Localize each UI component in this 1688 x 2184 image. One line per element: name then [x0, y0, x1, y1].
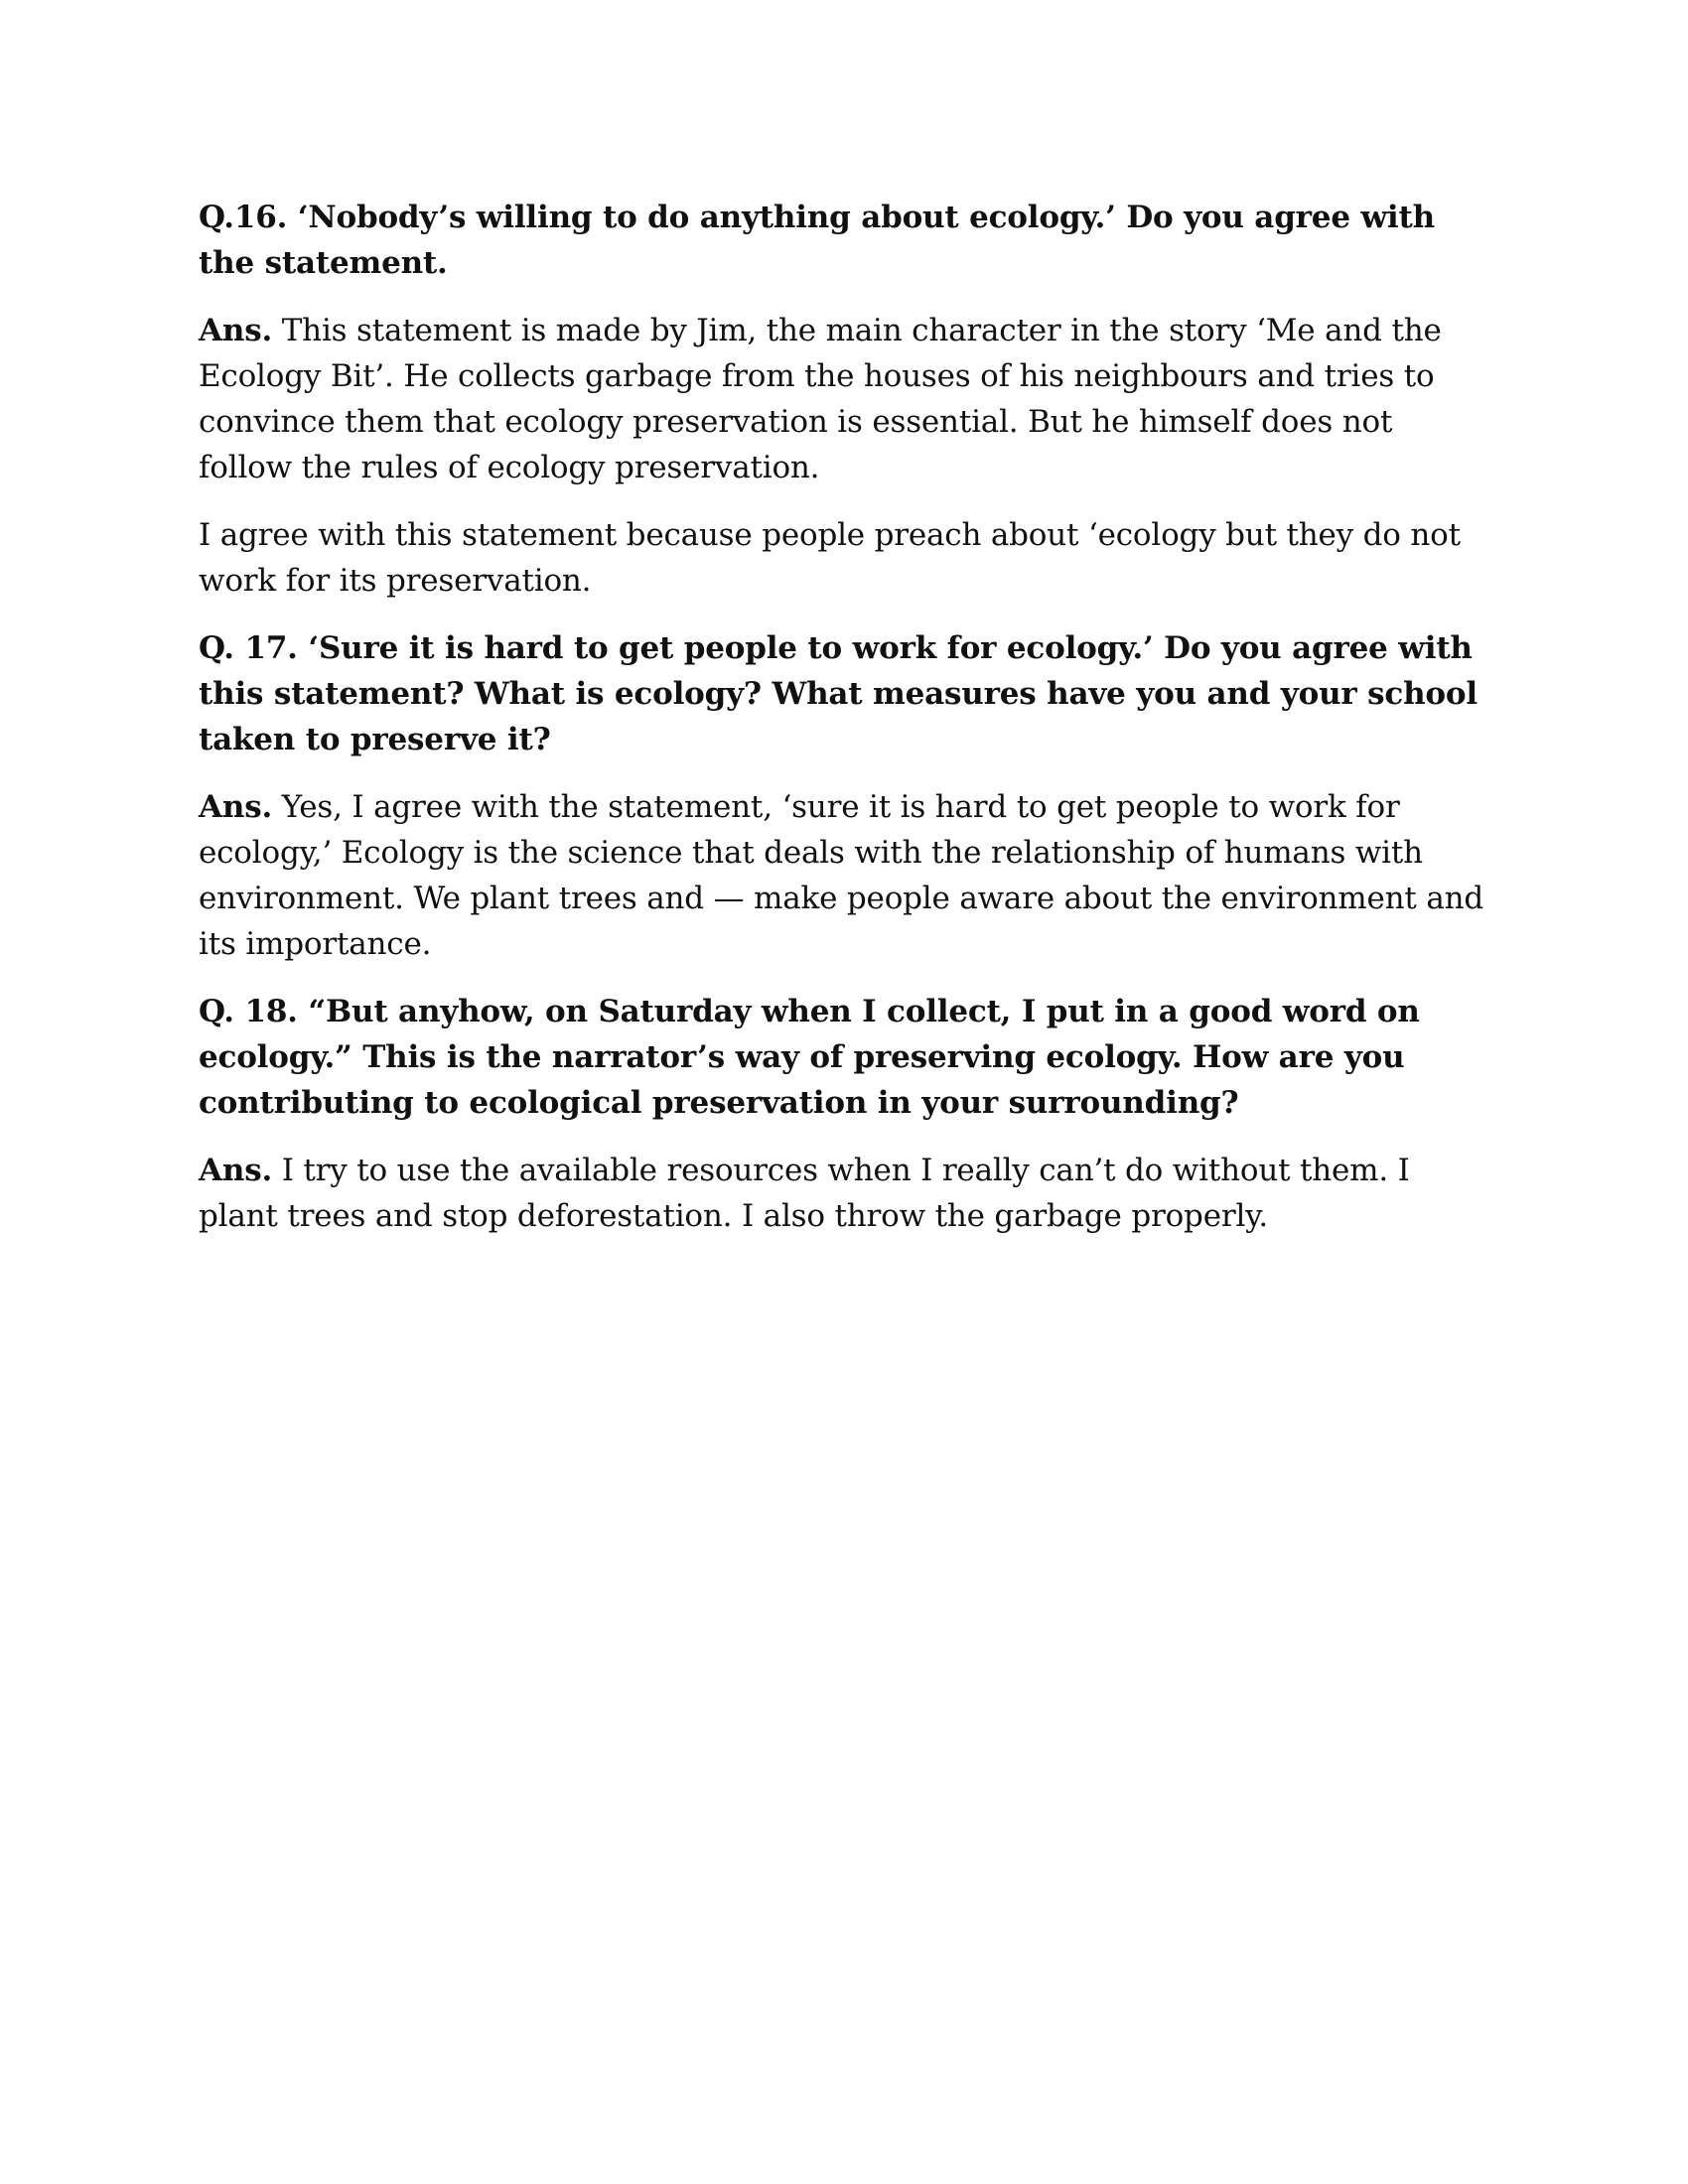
question-16: Q.16. ‘Nobody’s willing to do anything about ecology.’ Do you agree with the statement.	[199, 200, 1435, 281]
answer-16-paragraph-1	[199, 308, 1489, 490]
answer-text: This statement is made by Jim, the main character in the story ‘Me and the Ecology Bit’. He collects garbage from the houses of his neighbours and tries to convince them that ecology preservation is essential. But he himself does not follow the rules of ecology preservation.	[199, 313, 1442, 485]
answer-label: Ans.	[199, 1153, 273, 1188]
answer-text: Yes, I agree with the statement, ‘sure it is hard to get people to work for ecology,’ Ecology is the science that deals with the relationship of humans with environment. We plant trees and — make people aware about the environment and its importance.	[199, 789, 1484, 962]
answer-label: Ans.	[199, 313, 273, 348]
question-18: Q. 18. “But anyhow, on Saturday when I collect, I put in a good word on ecology.” This is the narrator’s way of preserving ecology. How are you contributing to ecological preservation in your surrounding?	[199, 994, 1420, 1121]
answer-17-paragraph-1	[199, 784, 1489, 967]
question-17: Q. 17. ‘Sure it is hard to get people to work for ecology.’ Do you agree with this statement? What is ecology? What measures have you and your school taken to preserve it?	[199, 630, 1477, 757]
answer-16-paragraph-2: I agree with this statement because people preach about ‘ecology but they do not work for its preservation.	[199, 517, 1461, 599]
answer-text: I try to use the available resources when I really can’t do without them. I plant trees and stop deforestation. I also throw the garbage properly.	[199, 1153, 1410, 1234]
answer-label: Ans.	[199, 789, 273, 825]
document-page	[199, 195, 1489, 1261]
answer-18-paragraph-1	[199, 1148, 1489, 1239]
